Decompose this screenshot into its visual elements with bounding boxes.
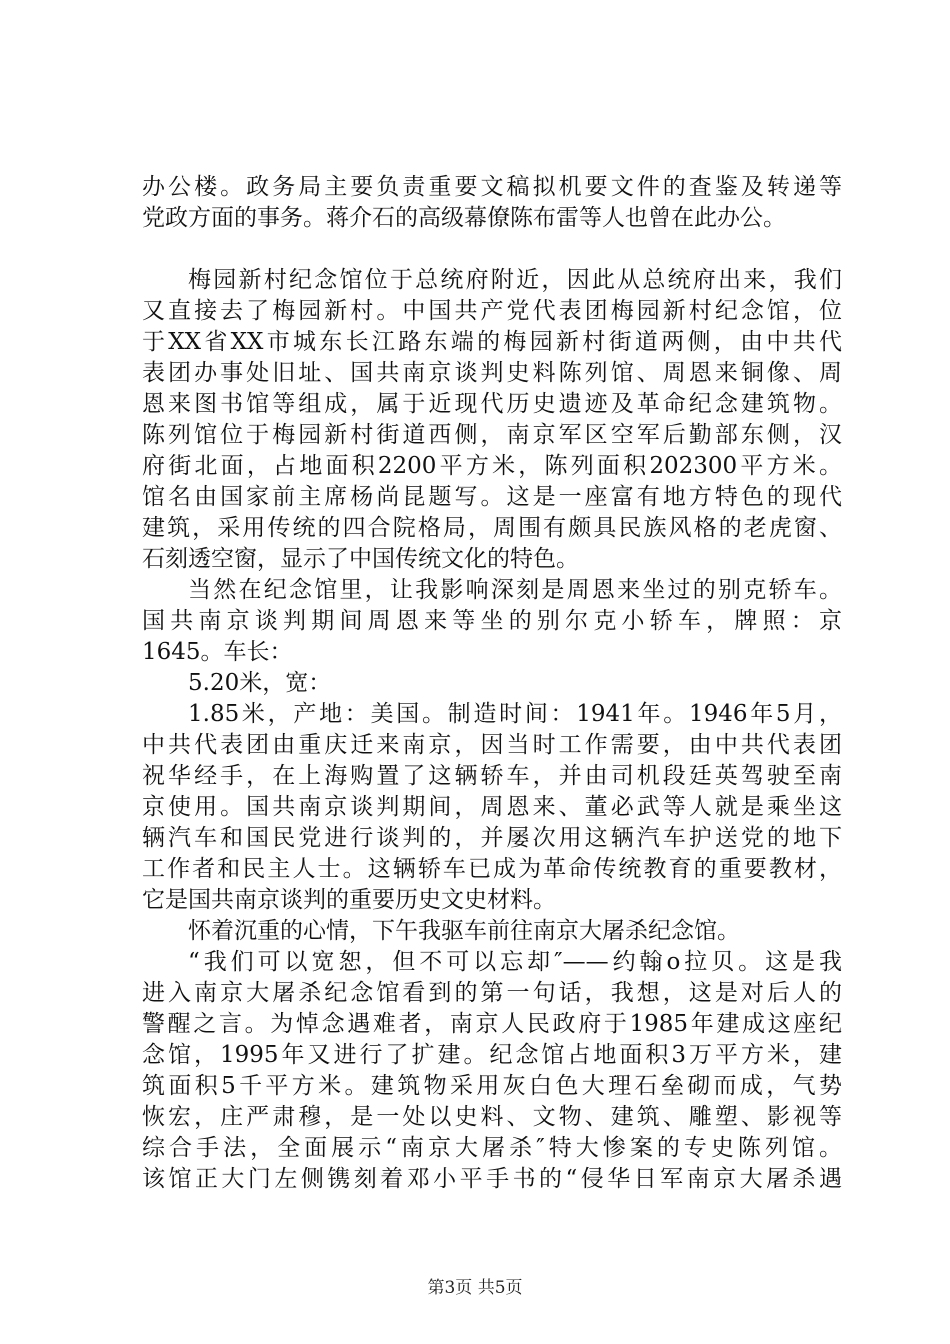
text-line: 建筑，采用传统的四合院格局，周围有颇具民族风格的老虎窗、	[142, 515, 842, 541]
text-line: 进入南京大屠杀纪念馆看到的第一句话，我想，这是对后人的	[142, 980, 842, 1006]
text-line: 筑面积5千平方米。建筑物采用灰白色大理石垒砌而成，气势	[142, 1073, 842, 1099]
paragraph-7	[142, 947, 842, 1195]
text-line: 辆汽车和国民党进行谈判的，并屡次用这辆汽车护送党的地下	[142, 825, 842, 851]
text-line: 梅园新村纪念馆位于总统府附近，因此从总统府出来，我们	[188, 267, 842, 293]
text-line: 1.85米，产地：美国。制造时间：1941年。1946年5月，	[188, 701, 842, 727]
text-line: 综合手法，全面展示“南京大屠杀″特大惨案的专史陈列馆。	[142, 1135, 842, 1161]
paragraph-4	[142, 668, 842, 699]
text-line: 党政方面的事务。蒋介石的高级幕僚陈布雷等人也曾在此办公。	[142, 205, 786, 231]
text-line: 又直接去了梅园新村。中国共产党代表团梅园新村纪念馆，位	[142, 298, 842, 324]
page-number: 第3页 共5页	[427, 1278, 523, 1298]
text-line: 恢宏，庄严肃穆，是一处以史料、文物、建筑、雕塑、影视等	[142, 1104, 842, 1130]
text-line: 1645。车长：	[142, 639, 293, 665]
text-line: 恩来图书馆等组成，属于近现代历史遗迹及革命纪念建筑物。	[142, 391, 842, 417]
text-line: 念馆，1995年又进行了扩建。纪念馆占地面积3万平方米，建	[142, 1042, 842, 1068]
text-line: 祝华经手，在上海购置了这辆轿车，并由司机段廷英驾驶至南	[142, 763, 842, 789]
text-line: 馆名由国家前主席杨尚昆题写。这是一座富有地方特色的现代	[142, 484, 842, 510]
text-line: 国共南京谈判期间周恩来等坐的别尔克小轿车，牌照：京	[142, 608, 842, 634]
text-line: 5.20米，宽：	[188, 670, 332, 696]
text-line: 该馆正大门左侧镌刻着邓小平手书的“侵华日军南京大屠杀遇	[142, 1166, 842, 1192]
text-line: 办公楼。政务局主要负责重要文稿拟机要文件的査鉴及转递等	[142, 174, 842, 200]
paragraph-1	[142, 172, 842, 234]
text-line: 警醒之言。为悼念遇难者，南京人民政府于1985年建成这座纪	[142, 1011, 842, 1037]
document-body	[142, 172, 842, 1195]
paragraph-6	[142, 916, 842, 947]
text-line: 表团办事处旧址、国共南京谈判史料陈列馆、周恩来铜像、周	[142, 360, 842, 386]
paragraph-2	[142, 265, 842, 575]
text-line: 京使用。国共南京谈判期间，周恩来、董必武等人就是乘坐这	[142, 794, 842, 820]
paragraph-3	[142, 575, 842, 668]
text-line: 府街北面，占地面积2200平方米，陈列面积202300平方米。	[142, 453, 842, 479]
text-line: 怀着沉重的心情，下午我驱车前往南京大屠杀纪念馆。	[188, 918, 740, 944]
text-line: 工作者和民主人士。这辆轿车已成为革命传统教育的重要教材，	[142, 856, 842, 882]
text-line: 石刻透空窗，显示了中国传统文化的特色。	[142, 546, 579, 572]
text-line: 于XX省XX市城东长江路东端的梅园新村街道两侧，由中共代	[142, 329, 842, 355]
text-line: 中共代表团由重庆迁来南京，因当时工作需要，由中共代表团	[142, 732, 842, 758]
text-line: “我们可以宽恕，但不可以忘却″——约翰o拉贝。这是我	[188, 949, 842, 975]
paragraph-gap	[142, 234, 842, 265]
page-footer	[0, 1278, 950, 1298]
paragraph-5	[142, 699, 842, 916]
text-line: 陈列馆位于梅园新村街道西侧，南京军区空军后勤部东侧，汉	[142, 422, 842, 448]
text-line: 它是国共南京谈判的重要历史文史材料。	[142, 887, 556, 913]
text-line: 当然在纪念馆里，让我影响深刻是周恩来坐过的别克轿车。	[188, 577, 842, 603]
